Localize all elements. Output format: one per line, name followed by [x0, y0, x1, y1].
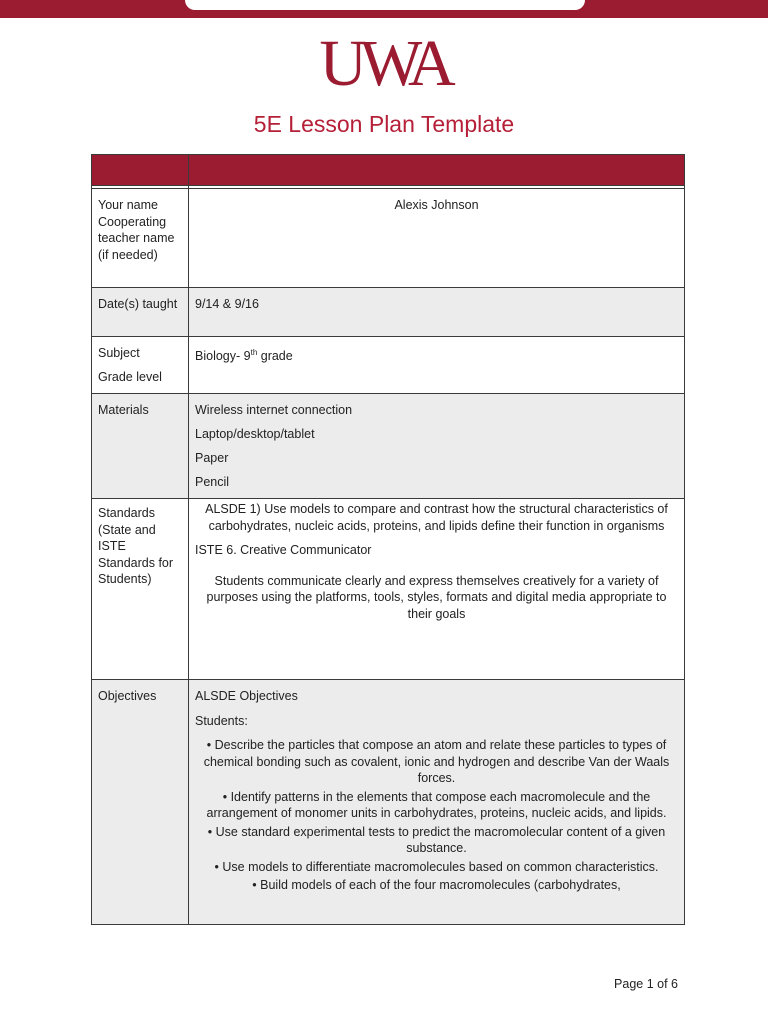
list-item: • Build models of each of the four macromolecules (carbohydrates,	[252, 878, 621, 892]
table-row-objectives	[92, 680, 685, 925]
table-header-row	[92, 155, 685, 186]
standard-iste-description: Students communicate clearly and express themselves creatively for a variety of purposes using the platforms, tools, styles, formats and digital media appropriate to their goals	[206, 573, 667, 621]
table-row-dates	[92, 288, 685, 337]
list-item: • Identify patterns in the elements that compose each macromolecule and the arrangement of monomer units in carbohydrates, proteins, nucleic acids, and lipids.	[206, 789, 667, 820]
label-objectives: Objectives	[92, 680, 189, 925]
label-grade-text: Grade level	[98, 370, 162, 384]
label-subject	[92, 337, 189, 394]
objective-text: Use models to differentiate macromolecules based on common characteristics.	[222, 859, 659, 874]
objective-text: Identify patterns in the elements that compose each macromolecule and the arrangement of monomer units in carbohydrates, proteins, nucleic acids, and lipids.	[206, 789, 667, 820]
objective-text: Describe the particles that compose an atom and relate these particles to types of chemical bonding such as covalent, ionic and hydrogen and describe Van der Waals forces.	[203, 738, 670, 785]
standard-iste: ISTE 6. Creative Communicator	[195, 543, 372, 557]
value-materials	[189, 394, 685, 499]
page-title: 5E Lesson Plan Template	[253, 111, 515, 137]
label-name: Your name Cooperating teacher name (if needed)	[92, 189, 189, 288]
table-row-subject	[92, 337, 685, 394]
label-standards: Standards (State and ISTE Standards for Students)	[92, 499, 189, 680]
subject-sup: th	[250, 348, 258, 357]
value-objectives	[189, 680, 685, 925]
table-row-name	[92, 189, 685, 288]
objectives-list	[195, 737, 678, 894]
list-item: • Use models to differentiate macromolecules based on common characteristics.	[214, 859, 659, 874]
material-item: Laptop/desktop/tablet	[195, 427, 315, 441]
objectives-subheading: Students:	[195, 713, 248, 728]
material-item: Pencil	[195, 475, 230, 489]
label-materials: Materials	[92, 394, 189, 499]
page-number: Page 1 of 6	[614, 977, 678, 991]
material-item: Wireless internet connection	[195, 403, 353, 417]
value-subject	[189, 337, 685, 394]
table-row-standards	[92, 499, 685, 680]
objective-text: Build models of each of the four macromolecules (carbohydrates,	[260, 878, 621, 892]
subject-text: Biology- 9	[195, 349, 251, 364]
header-cell-left	[92, 155, 189, 186]
value-standards	[189, 499, 685, 680]
material-item: Paper	[195, 451, 229, 465]
subject-tail: grade	[257, 349, 293, 364]
lesson-plan-table	[91, 154, 685, 925]
value-name: Alexis Johnson	[189, 189, 685, 288]
standard-alsde: ALSDE 1) Use models to compare and contrast how the structural characteristics of carbohydrates, nucleic acids, proteins, and lipids define their function in organisms	[205, 502, 668, 533]
list-item: • Use standard experimental tests to predict the macromolecular content of a given substance.	[207, 824, 666, 855]
label-subject-text: Subject	[98, 346, 140, 360]
objectives-heading: ALSDE Objectives	[195, 689, 298, 703]
header-tab	[185, 0, 585, 10]
uwa-logo: UWA	[319, 27, 449, 100]
header-cell-right	[189, 155, 685, 186]
value-dates: 9/14 & 9/16	[189, 288, 685, 337]
table-row-materials	[92, 394, 685, 499]
list-item: • Describe the particles that compose an atom and relate these particles to types of chemical bonding such as covalent, ionic and hydrogen and describe Van der Waals forces.	[203, 738, 670, 785]
label-dates: Date(s) taught	[92, 288, 189, 337]
objective-text: Use standard experimental tests to predict the macromolecular content of a given substance.	[215, 824, 666, 855]
